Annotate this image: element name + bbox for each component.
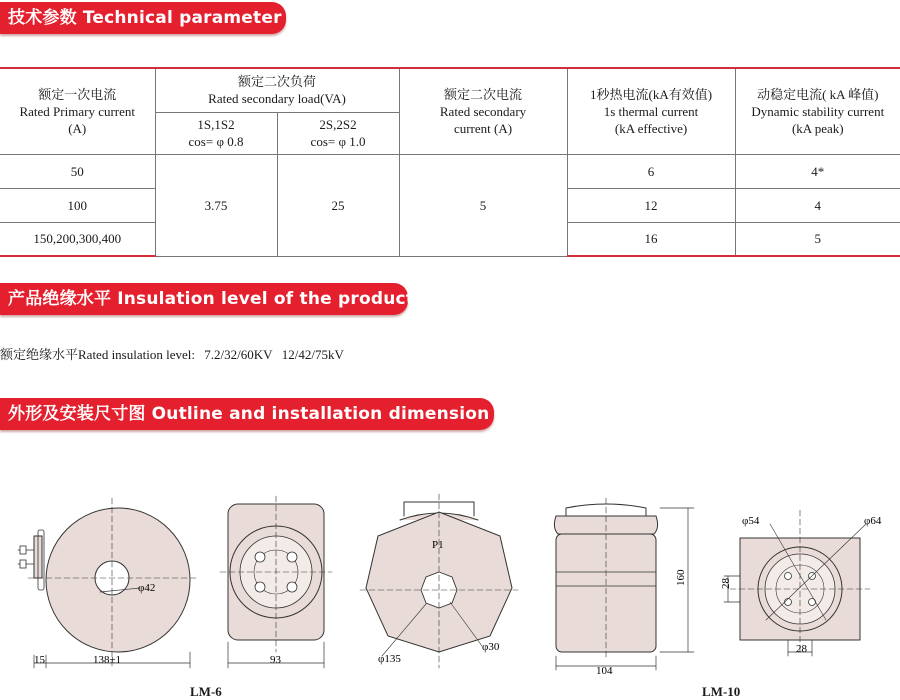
header-load-1s: 1S,1S2 cos= φ 0.8 <box>155 112 277 154</box>
label-p1: P1 <box>432 539 444 551</box>
header-secondary-load: 额定二次负荷 Rated secondary load(VA) <box>155 68 399 112</box>
header-load-2s: 2S,2S2 cos= φ 1.0 <box>277 112 399 154</box>
cell-load2: 25 <box>277 154 399 256</box>
dim-height: 160 <box>675 569 687 586</box>
cell-primary: 150,200,300,400 <box>0 222 155 256</box>
cell-primary: 50 <box>0 154 155 188</box>
lm6-side-view <box>220 496 332 668</box>
lm10-side-view <box>554 498 694 677</box>
insulation-value-2: 12/42/75kV <box>281 347 344 362</box>
header-dynamic-current: 动稳定电流( kA 峰值) Dynamic stability current (kA peak) <box>735 68 900 154</box>
outline-drawings <box>0 480 900 680</box>
dim-d64: φ64 <box>864 515 882 527</box>
dim-left: 15 <box>34 654 45 666</box>
dim-d54: φ54 <box>742 515 760 527</box>
dim-h28: 28 <box>796 643 807 655</box>
insulation-level-note <box>0 344 350 363</box>
section-banner-technical <box>0 2 286 34</box>
section-banner-insulation <box>0 283 415 315</box>
banner-zh: 外形及安装尺寸图 <box>8 404 146 424</box>
insulation-label: 额定绝缘水平Rated insulation level: <box>0 347 195 362</box>
banner-en: Technical parameter <box>82 8 282 28</box>
cell-thermal: 16 <box>567 222 735 256</box>
lm6-front-view <box>18 498 196 668</box>
dim-outer: φ135 <box>378 653 401 665</box>
dim-base: 104 <box>596 665 613 677</box>
cell-load1: 3.75 <box>155 154 277 256</box>
dim-v28: 28 <box>720 578 732 589</box>
section-banner-outline <box>0 398 494 430</box>
cell-dynamic: 4* <box>735 154 900 188</box>
insulation-value-1: 7.2/32/60KV <box>204 347 273 362</box>
banner-en: Outline and installation dimension <box>151 404 490 424</box>
dim-width: 138±1 <box>93 654 122 666</box>
lm10-front-view <box>360 494 518 668</box>
header-secondary-current: 额定二次电流 Rated secondary current (A) <box>399 68 567 154</box>
banner-en: Insulation level of the product <box>117 289 415 309</box>
cell-thermal: 6 <box>567 154 735 188</box>
dim-inner: φ30 <box>482 641 500 653</box>
banner-zh: 产品绝缘水平 <box>8 289 112 309</box>
caption-lm10: LM-10 <box>702 684 741 699</box>
banner-zh: 技术参数 <box>8 8 77 28</box>
terminal-bolts <box>18 546 34 568</box>
cell-dynamic: 5 <box>735 222 900 256</box>
cell-primary: 100 <box>0 188 155 222</box>
dim-hole: φ42 <box>138 582 156 594</box>
technical-parameter-table <box>0 67 900 257</box>
cell-thermal: 12 <box>567 188 735 222</box>
cell-secondary-current: 5 <box>399 154 567 256</box>
lm10-top-view <box>720 510 882 656</box>
cell-dynamic: 4 <box>735 188 900 222</box>
caption-lm6: LM-6 <box>190 684 222 699</box>
header-thermal-current: 1秒热电流(kA有效值) 1s thermal current (kA effective) <box>567 68 735 154</box>
header-primary-current: 额定一次电流 Rated Primary current (A) <box>0 68 155 154</box>
dim-body-width: 93 <box>270 654 281 666</box>
